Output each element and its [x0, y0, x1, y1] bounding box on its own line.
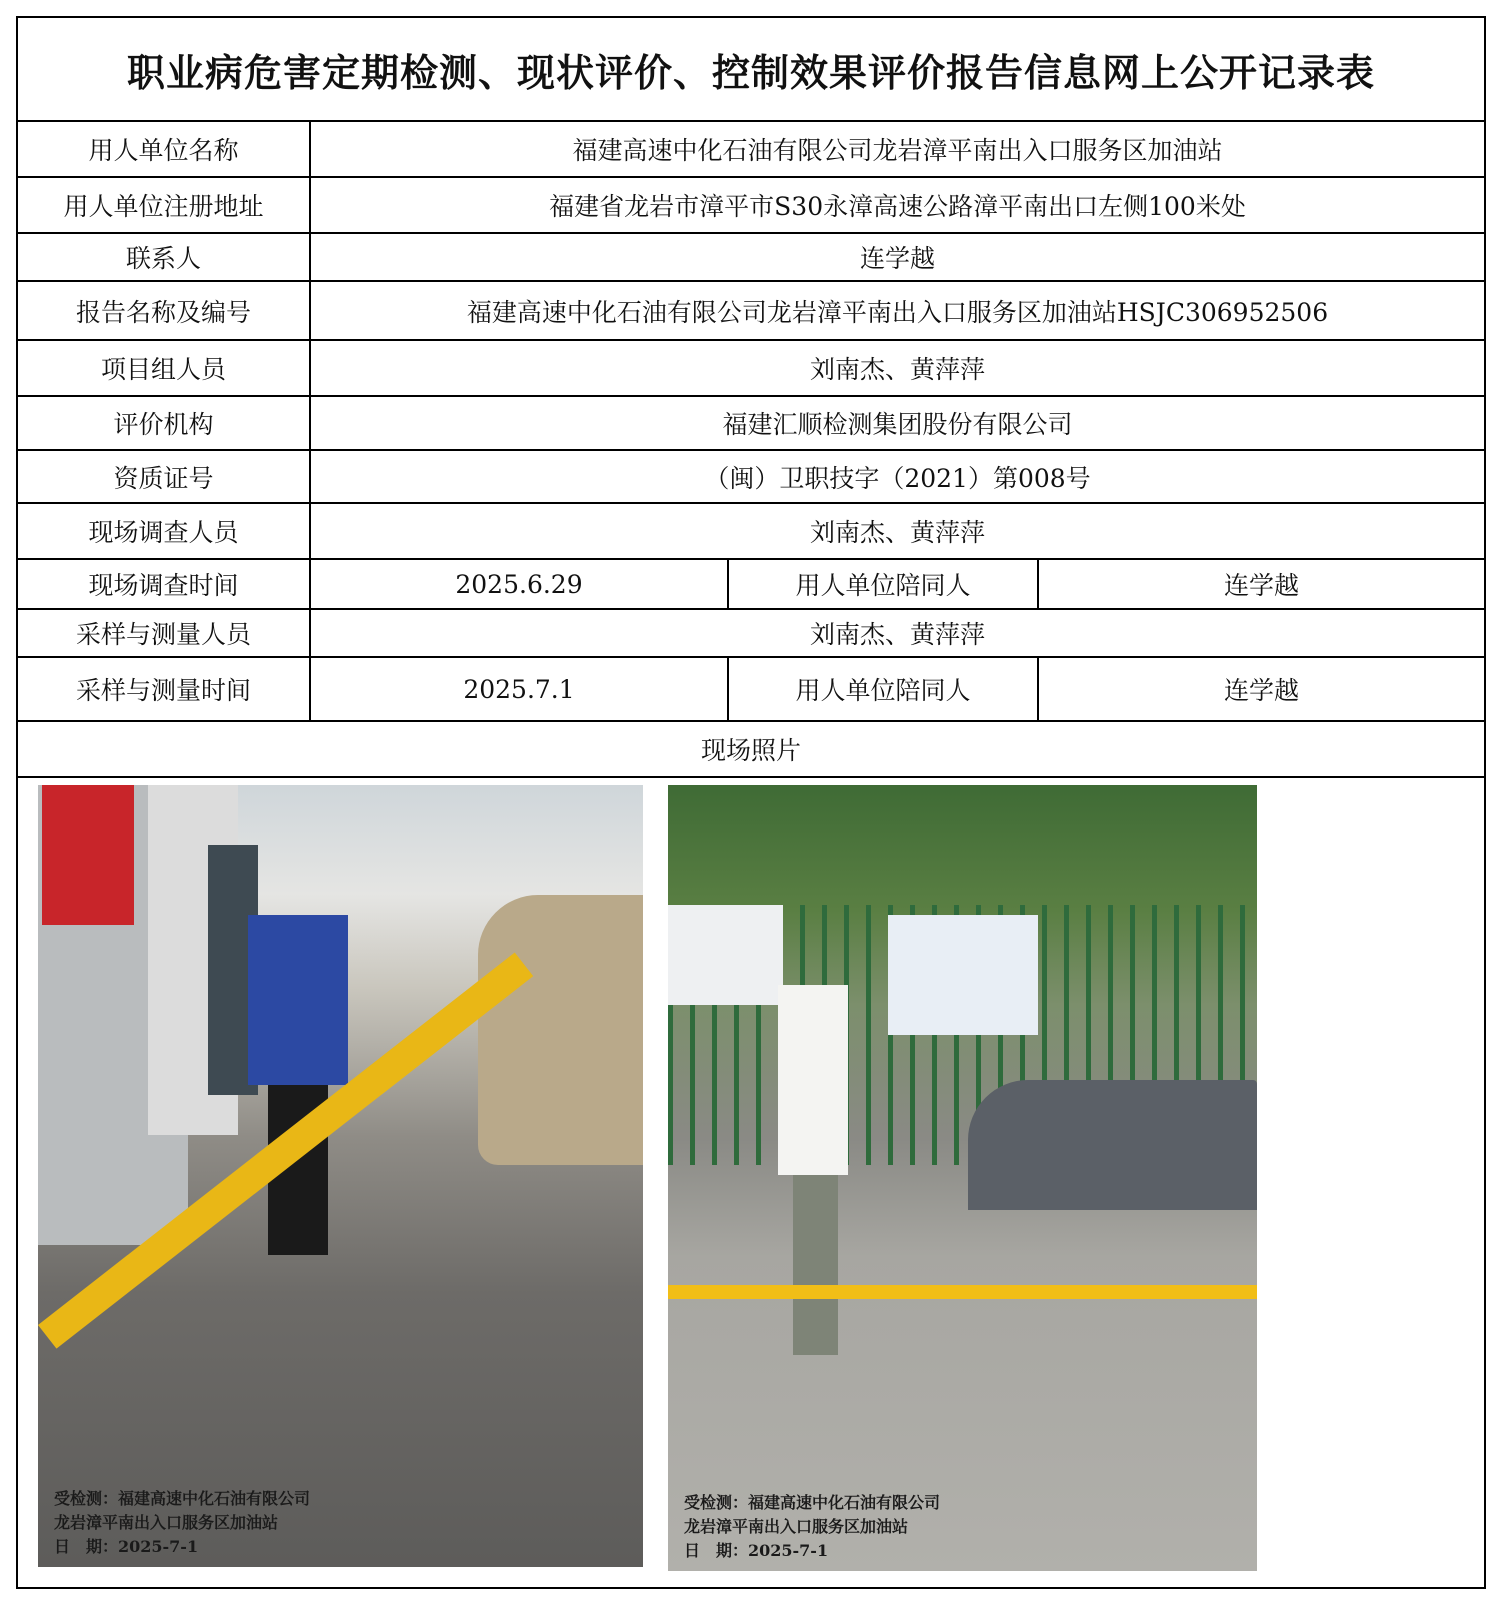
record-table [16, 16, 1486, 1589]
value: 2025.6.29 [311, 560, 729, 608]
value: 刘南杰、黄萍萍 [809, 355, 985, 384]
value: 福建省龙岩市漳平市S30永漳高速公路漳平南出口左侧100米处 [549, 192, 1246, 221]
label: 报告名称及编号 [18, 282, 311, 339]
label: 采样与测量时间 [18, 658, 311, 720]
row-sampling-time [18, 658, 1484, 722]
value: 连学越 [859, 244, 935, 273]
photo-caption: 受检测：福建高速中化石油有限公司 龙岩漳平南出入口服务区加油站 日 期：2025-7-1 [684, 1493, 941, 1560]
site-photo-unloading-port [668, 785, 1257, 1571]
value: 连学越 [1223, 676, 1299, 705]
photos-area [18, 778, 1484, 1588]
label: 用人单位陪同人 [729, 658, 1039, 720]
photos-header: 现场照片 [700, 736, 801, 765]
value: 福建高速中化石油有限公司龙岩漳平南出入口服务区加油站 [572, 136, 1223, 165]
row-sampling-staff [18, 610, 1484, 658]
label: 用人单位陪同人 [729, 560, 1039, 608]
label: 资质证号 [18, 451, 311, 502]
value: 刘南杰、黄萍萍 [809, 518, 985, 547]
label: 联系人 [18, 234, 311, 280]
row-survey-time [18, 560, 1484, 610]
value: 2025.7.1 [311, 658, 729, 720]
row-team [18, 341, 1484, 397]
row-report-name [18, 282, 1484, 341]
label: 采样与测量人员 [18, 610, 311, 656]
row-contact [18, 234, 1484, 282]
page-title: 职业病危害定期检测、现状评价、控制效果评价报告信息网上公开记录表 [18, 18, 1484, 122]
value: 连学越 [1223, 571, 1299, 600]
value: 福建汇顺检测集团股份有限公司 [722, 410, 1073, 439]
row-employer-name [18, 122, 1484, 178]
photo-caption: 受检测：福建高速中化石油有限公司 龙岩漳平南出入口服务区加油站 日 期：2025-7-1 [54, 1489, 311, 1556]
row-certificate [18, 451, 1484, 504]
label: 用人单位名称 [18, 122, 311, 176]
row-survey-staff [18, 504, 1484, 560]
row-address [18, 178, 1484, 234]
label: 现场调查时间 [18, 560, 311, 608]
value: （闽）卫职技字（2021）第008号 [704, 463, 1091, 493]
row-photos-header [18, 722, 1484, 778]
label: 项目组人员 [18, 341, 311, 395]
value: 福建高速中化石油有限公司龙岩漳平南出入口服务区加油站HSJC306952506 [466, 297, 1329, 327]
label: 评价机构 [18, 397, 311, 449]
value: 刘南杰、黄萍萍 [809, 620, 985, 649]
row-agency [18, 397, 1484, 451]
label: 用人单位注册地址 [18, 178, 311, 232]
label: 现场调查人员 [18, 504, 311, 558]
site-photo-fuel-station [38, 785, 643, 1567]
